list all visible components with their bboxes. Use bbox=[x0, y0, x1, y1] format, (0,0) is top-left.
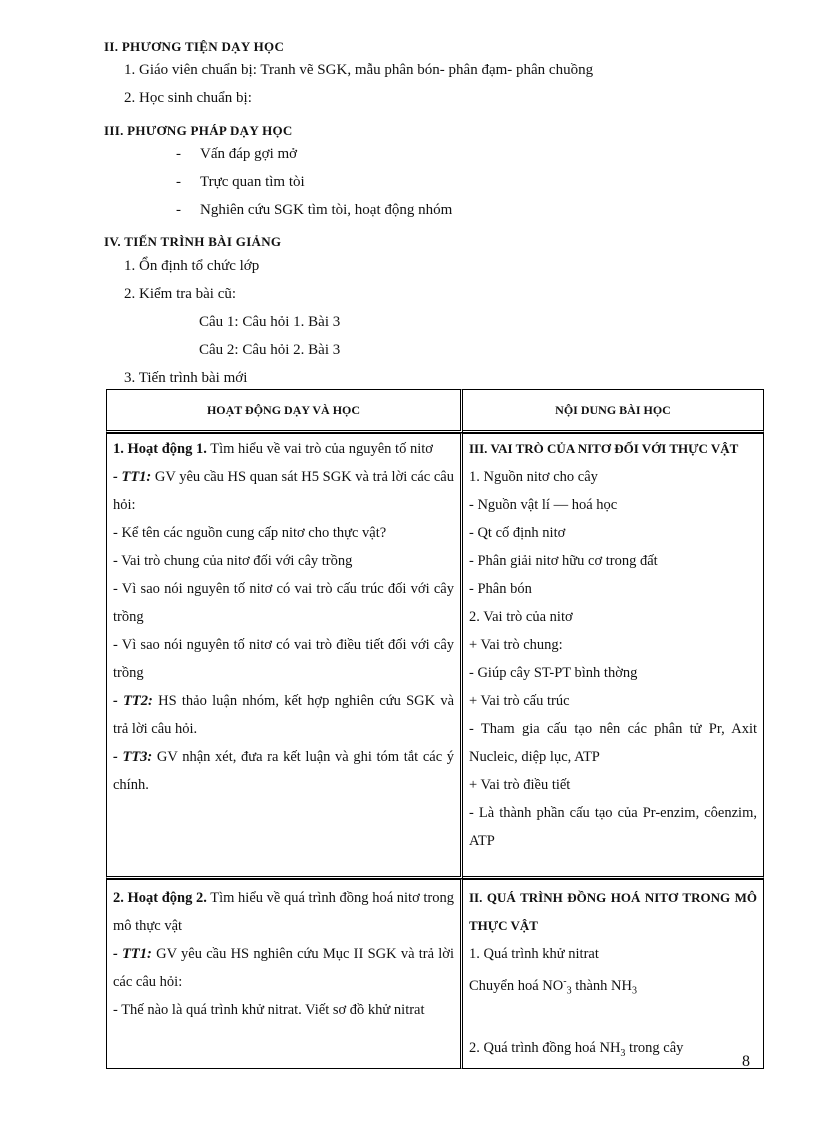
formula-sub: 3 bbox=[566, 985, 572, 997]
section-3-bullet-1: - Vấn đáp gợi mở bbox=[176, 146, 298, 162]
formula-sup: - bbox=[563, 976, 567, 987]
section-2-title: II. PHƯƠNG TIỆN DẠY HỌC bbox=[104, 39, 285, 54]
table-header-content: NỘI DUNG BÀI HỌC bbox=[463, 389, 764, 433]
activity-2-heading: 2. Hoạt động 2. bbox=[113, 890, 207, 906]
table-row bbox=[106, 879, 764, 1069]
content-line: 2. Vai trò của nitơ bbox=[469, 609, 573, 625]
content-line: 1. Quá trình khử nitrat bbox=[469, 946, 599, 962]
activity-1-heading: 1. Hoạt động 1. bbox=[113, 441, 207, 457]
question-3: - Vì sao nói nguyên tố nitơ có vai trò cấu trúc đối với cây trồng bbox=[113, 581, 454, 625]
page-number: 8 bbox=[742, 1053, 750, 1070]
content-line: + Vai trò cấu trúc bbox=[469, 693, 570, 709]
tt1-text: GV yêu cầu HS nghiên cứu Mục II SGK và trả lời các câu hỏi: bbox=[113, 946, 455, 990]
question-1: - Kể tên các nguồn cung cấp nitơ cho thực vật? bbox=[113, 525, 387, 541]
tt1-text: GV yêu cầu HS quan sát H5 SGK và trả lời các câu hỏi: bbox=[113, 469, 454, 513]
section-2-item-1: 1. Giáo viên chuẩn bị: Tranh vẽ SGK, mẫu phân bón- phân đạm- phân chuồng bbox=[124, 62, 594, 78]
content-line: + Vai trò chung: bbox=[469, 637, 563, 653]
tt3-label: - TT3: bbox=[113, 749, 153, 765]
content-line: - Qt cố định nitơ bbox=[469, 525, 566, 541]
content-line: - Tham gia cấu tạo nên các phân tử Pr, Axit Nucleic, diệp lục, ATP bbox=[469, 721, 757, 765]
bullet-text: Vấn đáp gợi mở bbox=[200, 146, 298, 162]
content-line: - Nguồn vật lí — hoá học bbox=[469, 497, 618, 513]
content-formula-line bbox=[469, 968, 757, 1006]
content-2-cell bbox=[463, 879, 764, 1069]
section-2-item-2: 2. Học sinh chuẩn bị: bbox=[124, 90, 252, 106]
section-3-bullet-3: - Nghiên cứu SGK tìm tòi, hoạt động nhóm bbox=[176, 202, 453, 218]
table-header-activities: HOẠT ĐỘNG DẠY VÀ HỌC bbox=[106, 389, 463, 433]
bullet-text: Nghiên cứu SGK tìm tòi, hoạt động nhóm bbox=[200, 202, 453, 218]
question-2: - Vai trò chung của nitơ đối với cây trồng bbox=[113, 553, 353, 569]
content-line: 1. Nguồn nitơ cho cây bbox=[469, 469, 598, 485]
activity-1-heading-text: Tìm hiểu về vai trò của nguyên tố nitơ bbox=[206, 441, 433, 457]
blank-line bbox=[469, 1006, 757, 1034]
tt2-label: - TT2: bbox=[113, 693, 153, 709]
activity-1-cell bbox=[106, 433, 463, 879]
formula-text: thành NH bbox=[571, 977, 633, 994]
section-3-title: III. PHƯƠNG PHÁP DẠY HỌC bbox=[104, 123, 293, 138]
formula-sub: 3 bbox=[632, 985, 638, 997]
question-4: - Vì sao nói nguyên tố nitơ có vai trò điều tiết đối với cây trồng bbox=[113, 637, 454, 681]
section-3-bullet-2: - Trực quan tìm tòi bbox=[176, 174, 305, 190]
bullet-text: Trực quan tìm tòi bbox=[200, 174, 305, 190]
formula-sub: 3 bbox=[620, 1047, 626, 1059]
content-line: + Vai trò điều tiết bbox=[469, 777, 571, 793]
formula-text: 2. Quá trình đồng hoá NH bbox=[469, 1039, 621, 1056]
content-1-title: III. VAI TRÒ CỦA NITƠ ĐỐI VỚI THỰC VẬT bbox=[469, 441, 739, 456]
tt1-label: - TT1: bbox=[113, 946, 152, 962]
content-line: - Phân giải nitơ hữu cơ trong đất bbox=[469, 553, 658, 569]
section-4-item-1: 1. Ổn định tổ chức lớp bbox=[124, 258, 260, 274]
content-2-title: II. QUÁ TRÌNH ĐỒNG HOÁ NITƠ TRONG MÔ THỰC VẬT bbox=[469, 890, 757, 933]
content-line: - Phân bón bbox=[469, 581, 532, 597]
formula-text: trong cây bbox=[625, 1039, 684, 1056]
formula-text: Chuyển hoá NO bbox=[469, 977, 564, 994]
activity-2-heading-text: Tìm hiểu về quá trình đồng hoá nitơ trong mô thực vật bbox=[113, 890, 454, 934]
content-line: - Là thành phần cấu tạo của Pr-enzim, côenzim, ATP bbox=[469, 805, 757, 849]
section-4-title: IV. TIẾN TRÌNH BÀI GIẢNG bbox=[104, 234, 282, 249]
section-4-item-2: 2. Kiểm tra bài cũ: bbox=[124, 286, 237, 302]
tt2-text: HS thảo luận nhóm, kết hợp nghiên cứu SGK và trả lời câu hỏi. bbox=[113, 693, 455, 737]
lesson-table bbox=[106, 389, 764, 1069]
table-row bbox=[106, 433, 764, 879]
content-formula-line bbox=[469, 1034, 757, 1068]
tt1-label: - TT1: bbox=[113, 469, 152, 485]
activity-2-cell bbox=[106, 879, 463, 1069]
section-4-item-3: 3. Tiến trình bài mới bbox=[124, 370, 248, 386]
tt3-text: GV nhận xét, đưa ra kết luận và ghi tóm tắt các ý chính. bbox=[113, 749, 455, 793]
content-line: - Giúp cây ST-PT bình thờng bbox=[469, 665, 638, 681]
content-1-cell bbox=[463, 433, 764, 879]
section-4-question-2: Câu 2: Câu hỏi 2. Bài 3 bbox=[199, 342, 341, 358]
section-4-question-1: Câu 1: Câu hỏi 1. Bài 3 bbox=[199, 314, 341, 330]
question-1: - Thế nào là quá trình khử nitrat. Viết sơ đồ khử nitrat bbox=[113, 1002, 425, 1018]
